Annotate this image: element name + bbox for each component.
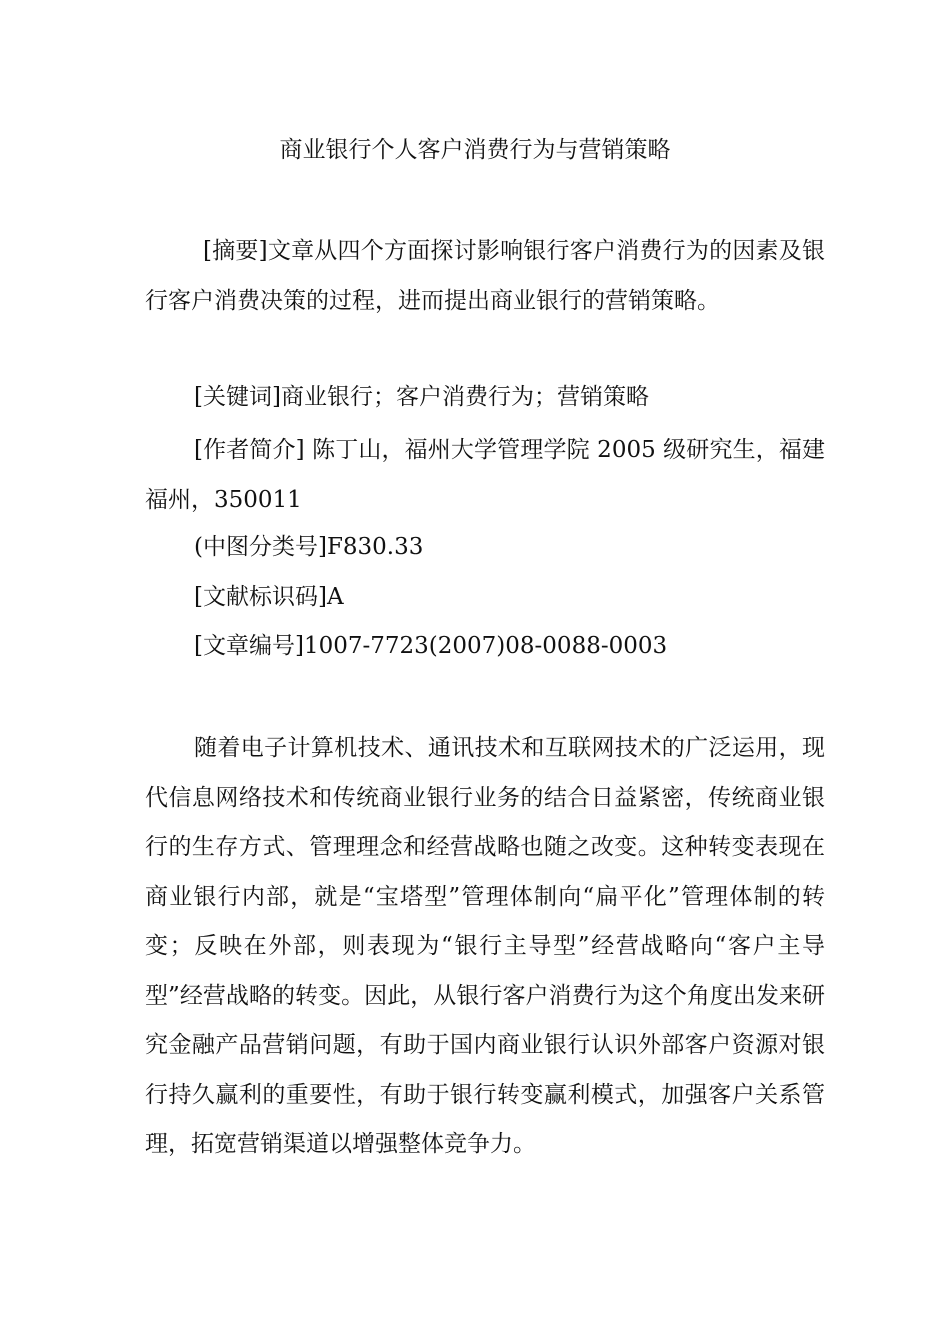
abstract-text: [摘要]文章从四个方面探讨影响银行客户消费行为的因素及银行客户消费决策的过程，进而提出商业银行的营销策略。 bbox=[145, 238, 825, 314]
keywords-line: [关键词]商业银行；客户消费行为；营销策略 bbox=[194, 384, 649, 410]
author-intro: [作者简介] 陈丁山，福州大学管理学院 2005 级研究生，福建福州，350011 bbox=[145, 437, 825, 513]
body-paragraph: 随着电子计算机技术、通讯技术和互联网技术的广泛运用，现代信息网络技术和传统商业银行业务的结合日益紧密，传统商业银行的生存方式、管理理念和经营战略也随之改变。这种转变表现在商业银行内部，就是“宝塔型”管理体制向“扁平化”管理体制的转变；反映在外部，则表现为“银行主导型”经营战略向“客户主导型”经营战略的转变。因此，从银行客户消费行为这个角度出发来研究金融产品营销问题，有助于国内商业银行认识外部客户资源对银行持久赢利的重要性，有助于银行转变赢利模式，加强客户关系管理，拓宽营销渠道以增强整体竞争力。 bbox=[145, 735, 825, 1157]
classification-line: (中图分类号]F830.33 bbox=[194, 534, 424, 560]
doc-code-line: [文献标识码]A bbox=[194, 584, 344, 610]
author-block bbox=[145, 426, 825, 525]
article-number-line: [文章编号]1007-7723(2007)08-0088-0003 bbox=[194, 633, 668, 659]
body-block bbox=[145, 724, 825, 1170]
document-title: 商业银行个人客户消费行为与营销策略 bbox=[279, 137, 671, 163]
abstract-block bbox=[145, 227, 825, 326]
